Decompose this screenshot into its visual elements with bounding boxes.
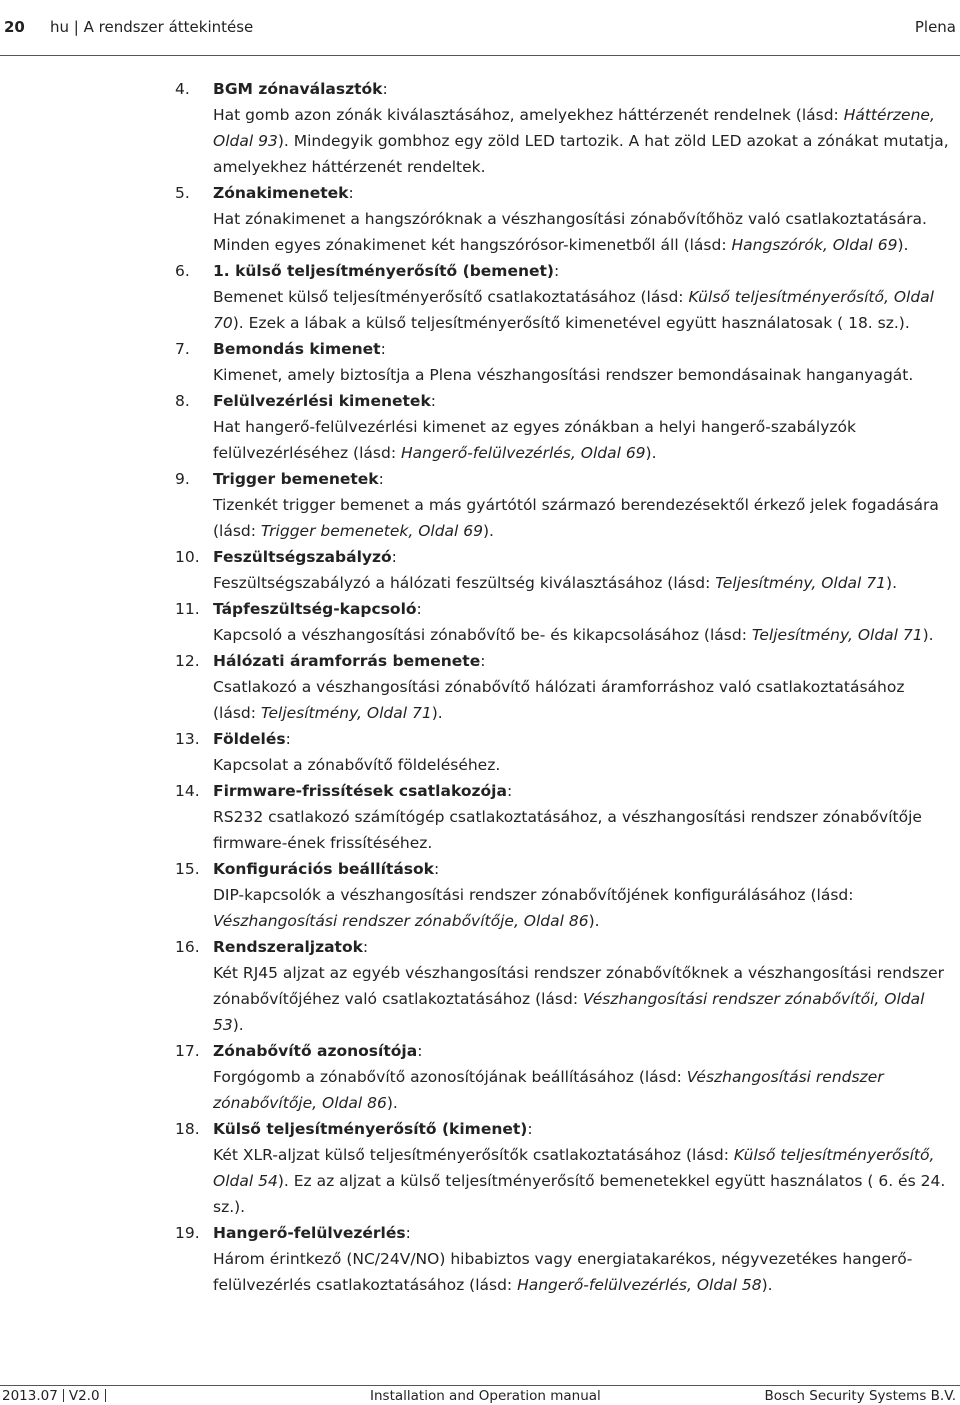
item-number: 15. (175, 860, 200, 878)
list-item: 19. Hangerő-felülvezérlés: Három érintkező (NC/24V/NO) hibabiztos vagy energiatakarékos, négyvezetékes hangerő-felülvezérlés csatlakoztatásához (lásd: Hangerő-felülvezérlés, Oldal 58). (175, 1220, 950, 1298)
list-item: 4. BGM zónaválasztók: Hat gomb azon zónák kiválasztásához, amelyekhez háttérzenét rendelnek (lásd: Háttérzene, Oldal 93). Mindegyik gombhoz egy zöld LED tartozik. A hat zöld LED azokat a zónákat mutatja, amelyekhez háttérzenét rendeltek. (175, 76, 950, 180)
description-text: ). Ezek a lábak a külső teljesítményerősítő kimenetével együtt használatosak ( 18. sz.). (232, 314, 910, 332)
description-text: Kapcsolat a zónabővítő földeléséhez. (213, 756, 501, 774)
item-number: 13. (175, 730, 200, 748)
item-title: Külső teljesítményerősítő (kimenet) (213, 1120, 528, 1138)
item-number: 18. (175, 1120, 200, 1138)
item-description (213, 882, 950, 934)
description-text: ). (897, 236, 909, 254)
list-item: 12. Hálózati áramforrás bemenete: Csatlakozó a vészhangosítási zónabővítő hálózati áramforráshoz való csatlakoztatásához (lásd: Teljesítmény, Oldal 71). (175, 648, 950, 726)
item-title: Földelés (213, 730, 286, 748)
description-text: Hat zónakimenet a hangszóróknak a vészhangosítási zónabővítőhöz való csatlakoztatására. Minden egyes zónakimenet két hangszórósor-kimenetből áll (lásd: (213, 210, 927, 254)
cross-reference: Trigger bemenetek, Oldal 69 (260, 522, 483, 540)
item-title: Rendszeraljzatok (213, 938, 363, 956)
description-text: ). (886, 574, 897, 592)
description-text: Tizenkét trigger bemenet a más gyártótól származó berendezésektől érkező jelek fogadására (lásd: (213, 496, 939, 540)
list-item: 13. Földelés: Kapcsolat a zónabővítő földeléséhez. (175, 726, 950, 778)
item-description (213, 414, 950, 466)
item-title: Feszültségszabályzó (213, 548, 392, 566)
description-text: Csatlakozó a vészhangosítási zónabővítő hálózati áramforráshoz való csatlakoztatásához (lásd: (213, 678, 905, 722)
item-title: Zónabővítő azonosítója (213, 1042, 418, 1060)
list-item: 6. 1. külső teljesítményerősítő (bemenet): Bemenet külső teljesítményerősítő csatlakoztatásához (lásd: Külső teljesítményerősítő, Oldal 70). Ezek a lábak a külső teljesítményerősítő kimenetével együtt használatosak ( 18. sz.). (175, 258, 950, 336)
item-number: 10. (175, 548, 200, 566)
item-title: Bemondás kimenet (213, 340, 381, 358)
list-item: 9. Trigger bemenetek: Tizenkét trigger bemenet a más gyártótól származó berendezésektől érkező jelek fogadására (lásd: Trigger bemenetek, Oldal 69). (175, 466, 950, 544)
item-number: 14. (175, 782, 200, 800)
item-title: Felülvezérlési kimenetek (213, 392, 431, 410)
item-number: 4. (175, 80, 190, 98)
description-text: ). (645, 444, 657, 462)
item-number: 8. (175, 392, 190, 410)
footer-version-info (2, 1388, 111, 1404)
item-number: 16. (175, 938, 200, 956)
cross-reference: Hangszórók, Oldal 69 (731, 236, 898, 254)
description-text: ). (588, 912, 600, 930)
item-title: Tápfeszültség-kapcsoló (213, 600, 417, 618)
cross-reference: Vészhangosítási rendszer zónabővítője, Oldal 86 (213, 1068, 884, 1112)
page-number: 20 (4, 18, 25, 36)
footer-company: Bosch Security Systems B.V. (764, 1388, 956, 1404)
footer-manual-title: Installation and Operation manual (370, 1388, 601, 1404)
description-text: Bemenet külső teljesítményerősítő csatlakoztatásához (lásd: (213, 288, 689, 306)
item-description (213, 284, 950, 336)
list-item: 15. Konfigurációs beállítások: DIP-kapcsolók a vészhangosítási rendszer zónabővítőjének konfigurálásához (lásd: Vészhangosítási rendszer zónabővítője, Oldal 86). (175, 856, 950, 934)
description-text: Hat gomb azon zónák kiválasztásához, amelyekhez háttérzenét rendelnek (lásd: (213, 106, 844, 124)
item-title: Firmware-frissítések csatlakozója (213, 782, 507, 800)
list-item: 5. Zónakimenetek: Hat zónakimenet a hangszóróknak a vészhangosítási zónabővítőhöz való csatlakoztatására. Minden egyes zónakimenet két hangszórósor-kimenetből áll (lásd: Hangszórók, Oldal 69). (175, 180, 950, 258)
item-title: Konfigurációs beállítások (213, 860, 434, 878)
list-item: 8. Felülvezérlési kimenetek: Hat hangerő-felülvezérlési kimenet az egyes zónákban a helyi hangerő-szabályzók felülvezérléséhez (lásd: Hangerő-felülvezérlés, Oldal 69). (175, 388, 950, 466)
description-text: RS232 csatlakozó számítógép csatlakoztatásához, a vészhangosítási rendszer zónabővítője firmware-ének frissítéséhez. (213, 808, 922, 852)
description-text: Kimenet, amely biztosítja a Plena vészhangosítási rendszer bemondásainak hanganyagát. (213, 366, 914, 384)
list-item: 16. Rendszeraljzatok: Két RJ45 aljzat az egyéb vészhangosítási rendszer zónabővítőknek a vészhangosítási rendszer zónabővítőjéhez való csatlakoztatásához (lásd: Vészhangosítási rendszer zónabővítői, Oldal 53). (175, 934, 950, 1038)
page-footer (0, 1385, 960, 1405)
item-number: 11. (175, 600, 200, 618)
item-number: 12. (175, 652, 200, 670)
description-text: ). (922, 626, 934, 644)
item-description (213, 1142, 950, 1220)
item-number: 7. (175, 340, 190, 358)
item-title: Hálózati áramforrás bemenete (213, 652, 481, 670)
description-text: ). (431, 704, 443, 722)
item-number: 9. (175, 470, 190, 488)
item-number: 19. (175, 1224, 200, 1242)
description-text: ). Ez az aljzat a külső teljesítményerősítő bemenetekkel együtt használatos ( 6. és 24. sz.). (213, 1172, 946, 1216)
item-description (213, 960, 950, 1038)
list-item: 14. Firmware-frissítések csatlakozója: RS232 csatlakozó számítógép csatlakoztatásához, a vészhangosítási rendszer zónabővítője firmware-ének frissítéséhez. (175, 778, 950, 856)
item-description (213, 492, 950, 544)
item-number: 6. (175, 262, 190, 280)
footer-separator (105, 1389, 106, 1402)
cross-reference: Külső teljesítményerősítő, Oldal 54 (213, 1146, 935, 1190)
footer-separator (63, 1389, 64, 1402)
cross-reference: Külső teljesítményerősítő, Oldal 70 (213, 288, 934, 332)
description-text: ). (761, 1276, 773, 1294)
cross-reference: Hangerő-felülvezérlés, Oldal 69 (400, 444, 646, 462)
item-description (213, 622, 950, 648)
item-title: Trigger bemenetek (213, 470, 379, 488)
item-title: Zónakimenetek (213, 184, 349, 202)
cross-reference: Háttérzene, Oldal 93 (213, 106, 935, 150)
cross-reference: Teljesítmény, Oldal 71 (260, 704, 432, 722)
item-description (213, 570, 950, 596)
item-title: BGM zónaválasztók (213, 80, 383, 98)
cross-reference: Teljesítmény, Oldal 71 (715, 574, 887, 592)
item-description (213, 206, 950, 258)
item-description (213, 362, 950, 388)
list-item: 7. Bemondás kimenet: Kimenet, amely biztosítja a Plena vészhangosítási rendszer bemondásainak hanganyagát. (175, 336, 950, 388)
product-name: Plena (914, 18, 956, 36)
description-text: Forgógomb a zónabővítő azonosítójának beállításához (lásd: (213, 1068, 687, 1086)
component-list (175, 76, 950, 1298)
description-text: Két RJ45 aljzat az egyéb vészhangosítási rendszer zónabővítőknek a vészhangosítási rendszer zónabővítőjéhez való csatlakoztatásához (lásd: (213, 964, 944, 1008)
description-text: ). (386, 1094, 398, 1112)
item-description (213, 1246, 950, 1298)
footer-date: 2013.07 (2, 1388, 58, 1404)
footer-version: V2.0 (68, 1388, 100, 1404)
item-description (213, 102, 950, 180)
section-title: hu | A rendszer áttekintése (50, 18, 254, 36)
list-item: 11. Tápfeszültség-kapcsoló: Kapcsoló a vészhangosítási zónabővítő be- és kikapcsolásához (lásd: Teljesítmény, Oldal 71). (175, 596, 950, 648)
item-description (213, 1064, 950, 1116)
cross-reference: Hangerő-felülvezérlés, Oldal 58 (517, 1276, 762, 1294)
item-number: 17. (175, 1042, 200, 1060)
description-text: Feszültségszabályzó a hálózati feszültség kiválasztásához (lásd: (213, 574, 716, 592)
description-text: Kapcsoló a vészhangosítási zónabővítő be- és kikapcsolásához (lásd: (213, 626, 752, 644)
item-title: Hangerő-felülvezérlés (213, 1224, 406, 1242)
item-title: 1. külső teljesítményerősítő (bemenet) (213, 262, 554, 280)
description-text: DIP-kapcsolók a vészhangosítási rendszer zónabővítőjének konfigurálásához (lásd: (213, 886, 854, 904)
item-description (213, 804, 950, 856)
item-number: 5. (175, 184, 190, 202)
description-text: Két XLR-aljzat külső teljesítményerősítők csatlakoztatásához (lásd: (213, 1146, 734, 1164)
description-text: Hat hangerő-felülvezérlési kimenet az egyes zónákban a helyi hangerő-szabályzók felülvezérléséhez (lásd: (213, 418, 856, 462)
list-item: 17. Zónabővítő azonosítója: Forgógomb a zónabővítő azonosítójának beállításához (lásd: Vészhangosítási rendszer zónabővítője, Oldal 86). (175, 1038, 950, 1116)
item-description (213, 752, 950, 778)
list-item: 18. Külső teljesítményerősítő (kimenet): Két XLR-aljzat külső teljesítményerősítők csatlakoztatásához (lásd: Külső teljesítményerősítő, Oldal 54). Ez az aljzat a külső teljesítményerősítő bemenetekkel együtt használatos ( 6. és 24. sz.). (175, 1116, 950, 1220)
cross-reference: Vészhangosítási rendszer zónabővítője, Oldal 86 (213, 912, 589, 930)
page-header (0, 0, 960, 56)
description-text: ). (232, 1016, 244, 1034)
cross-reference: Teljesítmény, Oldal 71 (751, 626, 923, 644)
item-description (213, 674, 950, 726)
description-text: ). Mindegyik gombhoz egy zöld LED tartozik. A hat zöld LED azokat a zónákat mutatja, amelyekhez háttérzenét rendeltek. (213, 132, 949, 176)
description-text: ). (483, 522, 494, 540)
list-item: 10. Feszültségszabályzó: Feszültségszabályzó a hálózati feszültség kiválasztásához (lásd: Teljesítmény, Oldal 71). (175, 544, 950, 596)
description-text: Három érintkező (NC/24V/NO) hibabiztos vagy energiatakarékos, négyvezetékes hangerő-felülvezérlés csatlakoztatásához (lásd: (213, 1250, 913, 1294)
cross-reference: Vészhangosítási rendszer zónabővítői, Oldal 53 (213, 990, 925, 1034)
